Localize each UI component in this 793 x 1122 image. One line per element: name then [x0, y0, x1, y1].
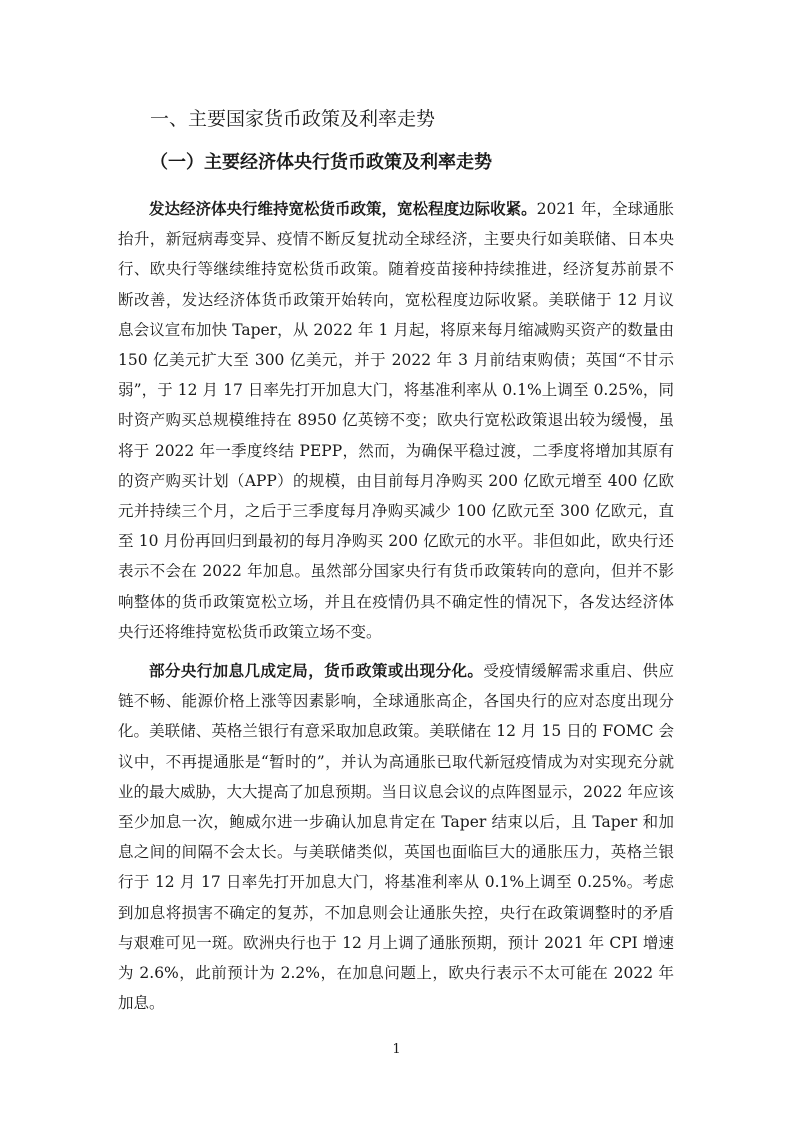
paragraph-1	[118, 194, 674, 647]
paragraph-1-body: 2021 年，全球通胀抬升，新冠病毒变异、疫情不断反复扰动全球经济，主要央行如美联储、日本央行、欧央行等继续维持宽松货币政策。随着疫苗接种持续推进，经济复苏前景不断改善，发达经济体货币政策开始转向，宽松程度边际收紧。美联储于 12 月议息会议宣布加快 Taper，从 2022 年 1 月起，将原来每月缩减购买资产的数量由 150 亿美元扩大至 300 亿美元，并于 2022 年 3 月前结束购债；英国“不甘示弱”，于 12 月 17 日率先打开加息大门，将基准利率从 0.1%上调至 0.25%，同时资产购买总规模维持在 8950 亿英镑不变；欧央行宽松政策退出较为缓慢，虽将于 2022 年一季度终结 PEPP，然而，为确保平稳过渡，二季度将增加其原有的资产购买计划（APP）的规模，由目前每月净购买 200 亿欧元增至 400 亿欧元并持续三个月，之后于三季度每月净购买减少 100 亿欧元至 300 亿欧元，直至 10 月份再回归到最初的每月净购买 200 亿欧元的水平。非但如此，欧央行还表示不会在 2022 年加息。虽然部分国家央行有货币政策转向的意向，但并不影响整体的货币政策宽松立场，并且在疫情仍具不确定性的情况下，各发达经济体央行还将维持宽松货币政策立场不变。	[118, 200, 674, 641]
page-number: 1	[392, 1042, 401, 1057]
section-title: 一、主要国家货币政策及利率走势	[150, 108, 436, 130]
paragraph-1-lead: 发达经济体央行维持宽松货币政策，宽松程度边际收紧。	[149, 199, 537, 218]
section-subtitle: （一）主要经济体央行货币政策及利率走势	[150, 152, 492, 173]
paragraph-2	[118, 656, 674, 1018]
paragraph-2-lead: 部分央行加息几成定局，货币政策或出现分化。	[149, 661, 484, 680]
paragraph-2-body: 受疫情缓解需求重启、供应链不畅、能源价格上涨等因素影响，全球通胀高企，各国央行的应对态度出现分化。美联储、英格兰银行有意采取加息政策。美联储在 12 月 15 日的 FOMC 会议中，不再提通胀是“暂时的”，并认为高通胀已取代新冠疫情成为对实现充分就业的最大威胁，大大提高了加息预期。当日议息会议的点阵图显示，2022 年应该至少加息一次，鲍威尔进一步确认加息肯定在 Taper 结束以后，且 Taper 和加息之间的间隔不会太长。与美联储类似，英国也面临巨大的通胀压力，英格兰银行于 12 月 17 日率先打开加息大门，将基准利率从 0.1%上调至 0.25%。考虑到加息将损害不确定的复苏，不加息则会让通胀失控，央行在政策调整时的矛盾与艰难可见一斑。欧洲央行也于 12 月上调了通胀预期，预计 2021 年 CPI 增速为 2.6%，此前预计为 2.2%，在加息问题上，欧央行表示不太可能在 2022 年加息。	[118, 662, 674, 1013]
